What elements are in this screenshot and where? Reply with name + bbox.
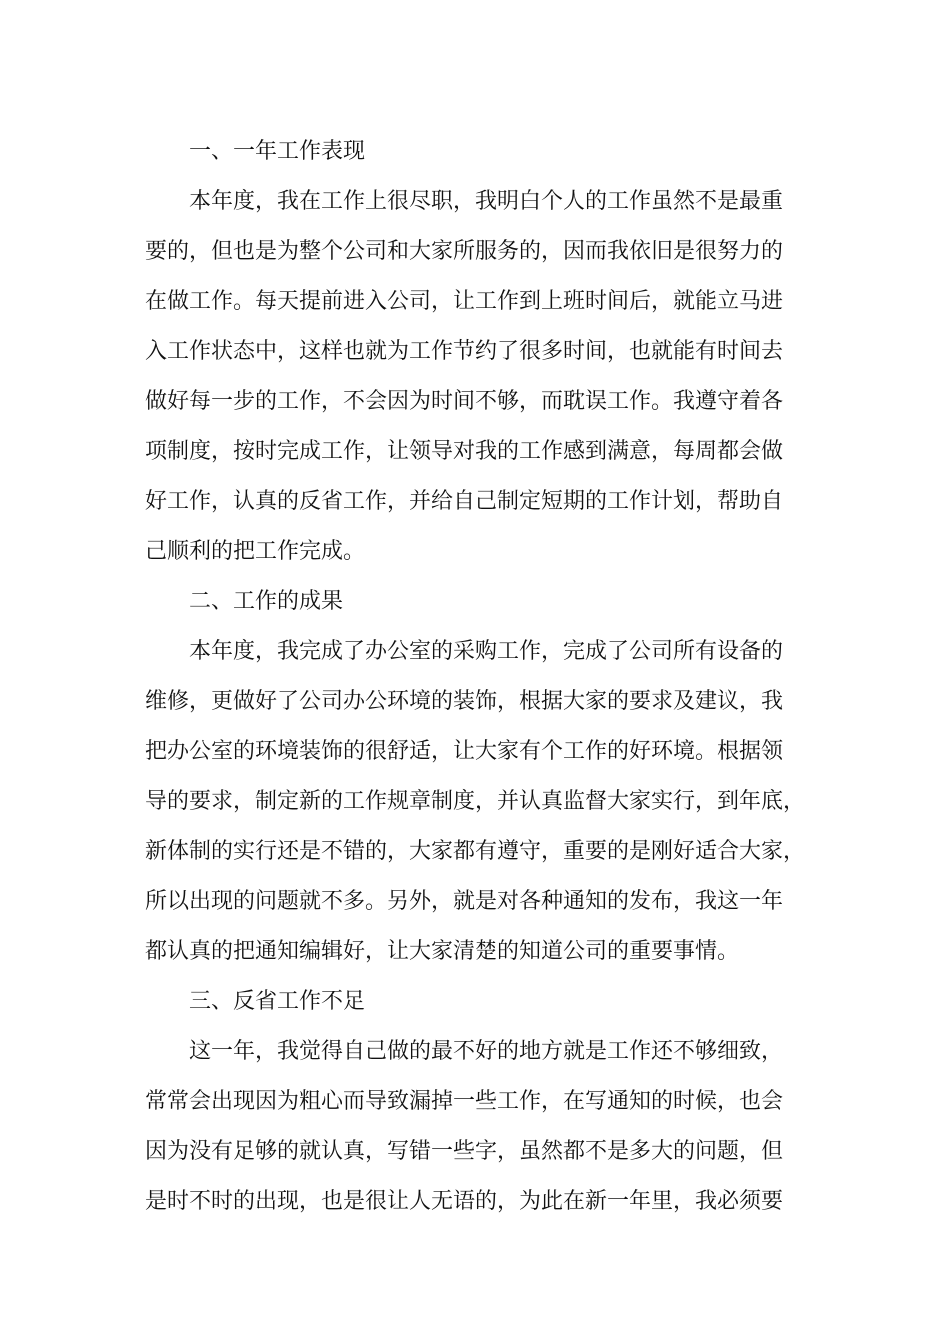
paragraph-line: 好工作，认真的反省工作，并给自己制定短期的工作计划，帮助自 [145,489,784,514]
section-heading-2: 二、工作的成果 [189,589,344,614]
paragraph-line: 这一年，我觉得自己做的最不好的地方就是工作还不够细致， [189,1039,784,1064]
paragraph-line: 本年度，我完成了办公室的采购工作，完成了公司所有设备的 [189,639,784,664]
paragraph-line: 把办公室的环境装饰的很舒适，让大家有个工作的好环境。根据领 [145,739,784,764]
paragraph-line: 入工作状态中，这样也就为工作节约了很多时间，也就能有时间去 [145,339,784,364]
paragraph-line: 项制度，按时完成工作，让领导对我的工作感到满意，每周都会做 [145,439,784,464]
paragraph-line: 在做工作。每天提前进入公司，让工作到上班时间后，就能立马进 [145,289,784,314]
section-heading-1: 一、一年工作表现 [189,139,366,164]
paragraph-line: 要的，但也是为整个公司和大家所服务的，因而我依旧是很努力的 [145,239,784,264]
paragraph-line: 都认真的把通知编辑好，让大家清楚的知道公司的重要事情。 [145,939,740,964]
paragraph-line: 做好每一步的工作，不会因为时间不够，而耽误工作。我遵守着各 [145,389,784,414]
paragraph-line: 所以出现的问题就不多。另外，就是对各种通知的发布，我这一年 [145,889,784,914]
paragraph-line: 己顺利的把工作完成。 [145,539,366,564]
paragraph-line: 维修，更做好了公司办公环境的装饰，根据大家的要求及建议，我 [145,689,784,714]
paragraph-line: 本年度，我在工作上很尽职，我明白个人的工作虽然不是最重 [189,189,784,214]
paragraph-line: 新体制的实行还是不错的，大家都有遵守，重要的是刚好适合大家， [145,839,806,864]
paragraph-line: 导的要求，制定新的工作规章制度，并认真监督大家实行，到年底， [145,789,806,814]
paragraph-line: 因为没有足够的就认真，写错一些字，虽然都不是多大的问题，但 [145,1139,784,1164]
paragraph-line: 是时不时的出现，也是很让人无语的，为此在新一年里，我必须要 [145,1189,784,1214]
paragraph-line: 常常会出现因为粗心而导致漏掉一些工作，在写通知的时候，也会 [145,1089,784,1114]
section-heading-3: 三、反省工作不足 [189,989,366,1014]
